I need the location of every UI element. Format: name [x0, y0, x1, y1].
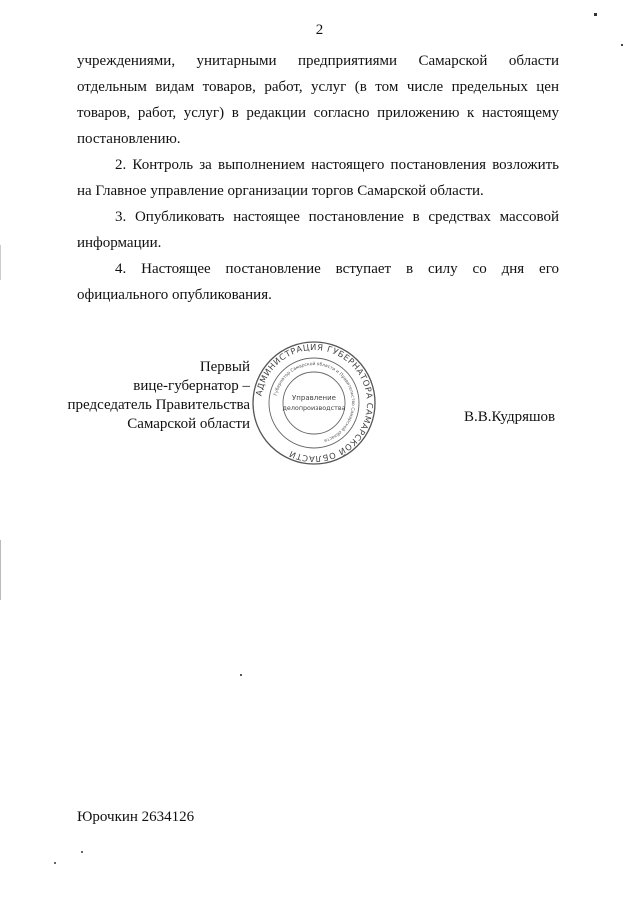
scan-speck — [621, 44, 623, 46]
executor-note: Юрочкин 2634126 — [77, 809, 195, 825]
paragraph-continuation: учреждениями, унитарными предприятиями Самарской области отдельным видам товаров, работ, услуг (в том числе предельных цен товаров, работ, услуг) в редакции согласно приложению к настоящему постановлению. — [77, 53, 559, 147]
paragraph-4: 4. Настоящее постановление вступает в силу со дня его официального опубликования. — [77, 261, 559, 303]
signatory-title-line: Первый — [199, 359, 250, 375]
seal-center-line-1: Управление — [292, 394, 336, 402]
signatory-title-line: председатель Правительства — [67, 397, 250, 413]
scan-speck — [81, 851, 83, 853]
page-number: 2 — [315, 22, 324, 38]
scan-speck — [54, 862, 56, 864]
scan-speck — [594, 13, 597, 16]
signatory-title — [60, 358, 250, 434]
paragraph-2: 2. Контроль за выполнением настоящего постановления возложить на Главное управление организации торгов Самарской области. — [77, 157, 559, 199]
seal-inner-text: Губернатор Самарской области и Правительство Самарской области — [273, 361, 356, 443]
seal-outer-text: АДМИНИСТРАЦИЯ ГУБЕРНАТОРА САМАРСКОЙ ОБЛАСТИ — [253, 341, 376, 465]
signatory-title-line: вице-губернатор – — [133, 378, 250, 394]
paragraph-3: 3. Опубликовать настоящее постановление в средствах массовой информации. — [77, 209, 559, 251]
document-body — [77, 48, 559, 308]
official-seal — [251, 340, 377, 466]
seal-center-line-2: делопроизводства — [282, 404, 346, 412]
signatory-title-line: Самарской области — [127, 416, 250, 432]
scan-speck — [240, 674, 242, 676]
signatory-name: В.В.Кудряшов — [464, 409, 556, 425]
scan-edge-line — [0, 540, 1, 600]
scan-edge-line — [0, 245, 1, 280]
